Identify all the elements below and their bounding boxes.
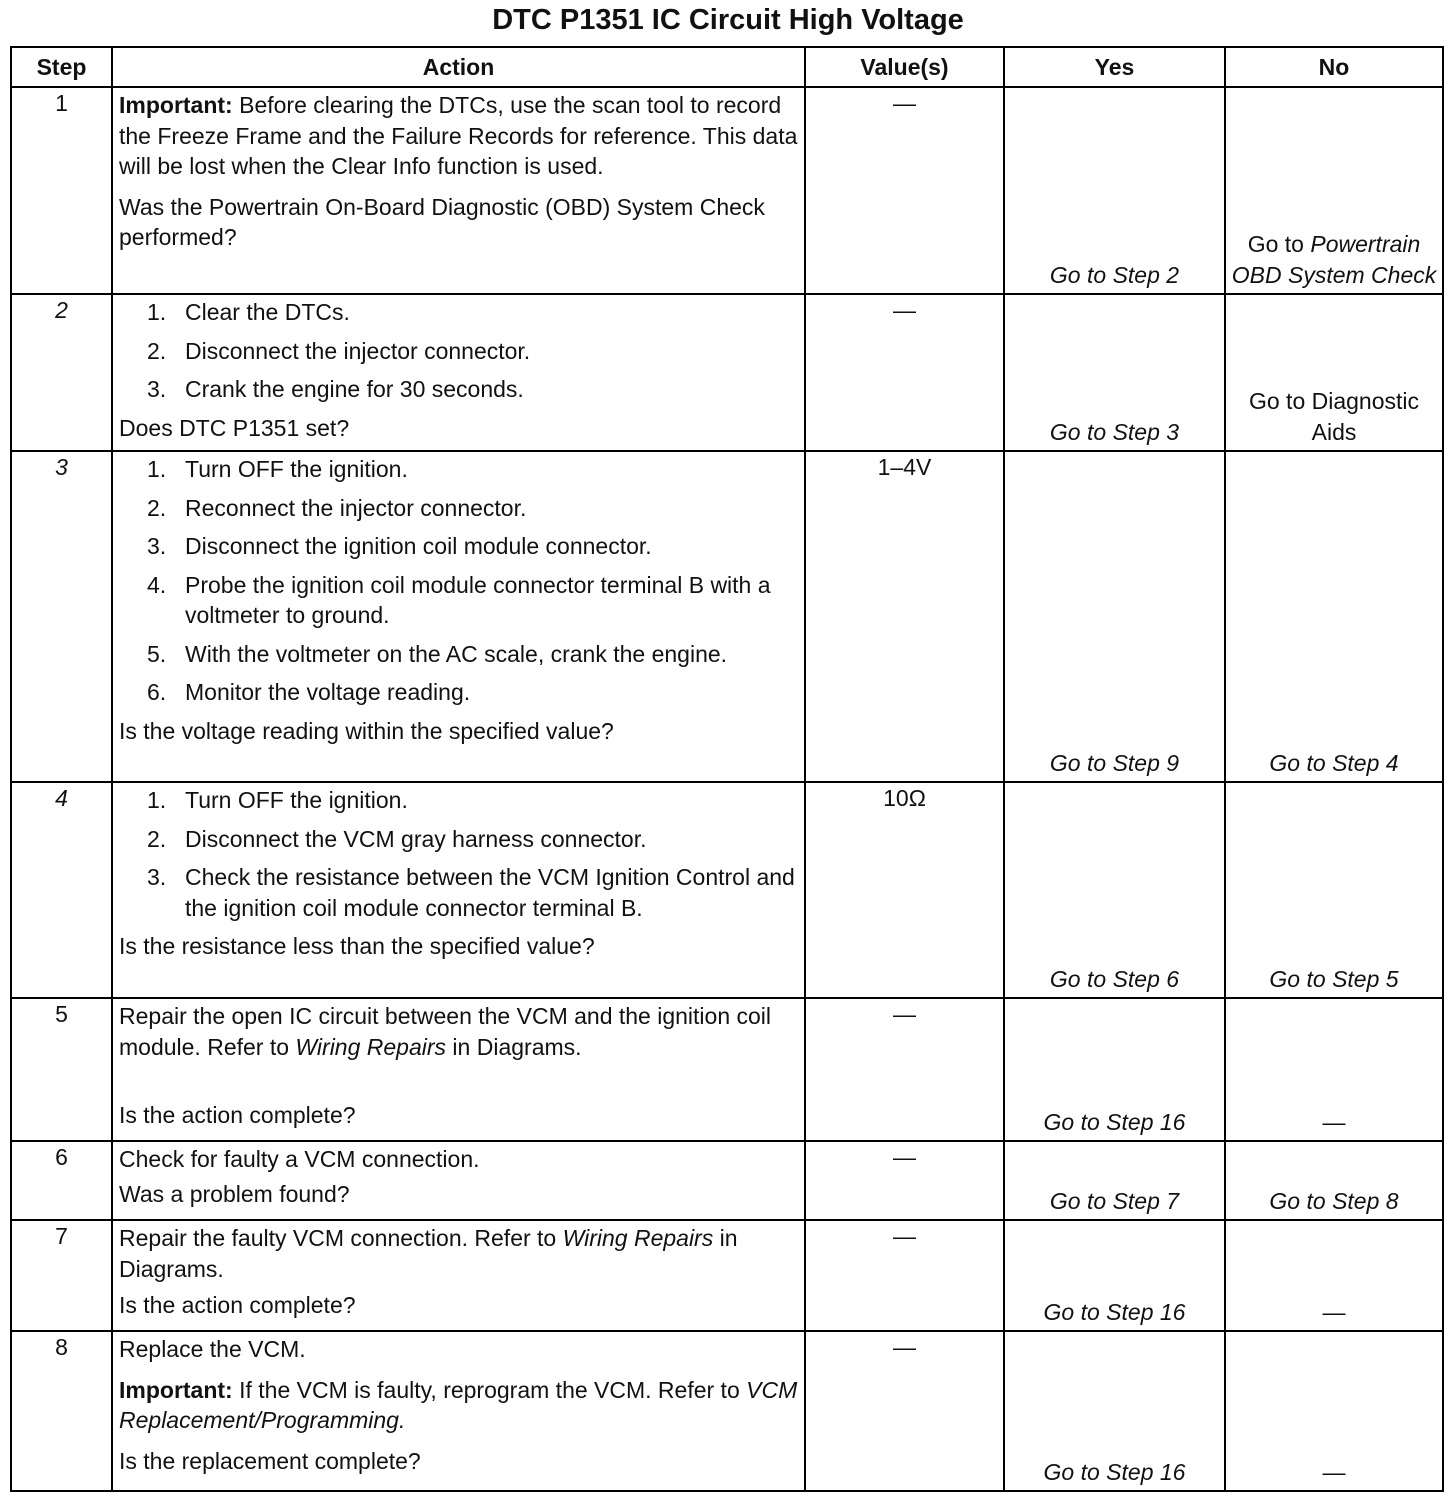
action-text: Check for faulty a VCM connection. bbox=[119, 1146, 480, 1172]
yes-cell: Go to Step 6 bbox=[1004, 782, 1225, 998]
list-item: 4. Probe the ignition coil module connector terminal B with a voltmeter to ground. bbox=[147, 571, 771, 628]
action-text: Repair the faulty VCM connection. Refer to Wiring Repairs in Diagrams. bbox=[119, 1225, 738, 1282]
table-row bbox=[11, 1141, 1443, 1220]
yes-cell: Go to Step 7 bbox=[1004, 1141, 1225, 1220]
table-header-row bbox=[11, 47, 1443, 87]
value-cell: 10Ω bbox=[805, 782, 1004, 998]
important-note: Important: If the VCM is faulty, reprogram the VCM. Refer to VCM Replacement/Programming. bbox=[119, 1376, 798, 1433]
action-cell bbox=[112, 1220, 805, 1331]
step-number: 4 bbox=[11, 782, 112, 998]
header-no: No bbox=[1225, 47, 1443, 87]
list-item: 6. Monitor the voltage reading. bbox=[147, 679, 471, 705]
question: Was the Powertrain On-Board Diagnostic (OBD) System Check performed? bbox=[119, 193, 765, 250]
list-item: 5. With the voltmeter on the AC scale, crank the engine. bbox=[147, 640, 728, 667]
action-cell bbox=[112, 998, 805, 1141]
important-label: Important: bbox=[119, 1376, 233, 1403]
table-row bbox=[11, 998, 1443, 1141]
yes-cell: Go to Step 16 bbox=[1004, 1220, 1225, 1331]
value-cell: 1–4V bbox=[805, 451, 1004, 782]
question: Was a problem found? bbox=[119, 1180, 350, 1207]
important-label: Important: bbox=[119, 92, 233, 118]
list-item: 2. Disconnect the injector connector. bbox=[147, 337, 531, 364]
step-number: 5 bbox=[11, 998, 112, 1141]
table-row bbox=[11, 1220, 1443, 1331]
header-step: Step bbox=[11, 47, 112, 87]
table-row bbox=[11, 1331, 1443, 1491]
value-cell: — bbox=[805, 998, 1004, 1141]
action-cell bbox=[112, 294, 805, 451]
no-cell bbox=[1225, 87, 1443, 294]
list-item: 2. Disconnect the VCM gray harness connector. bbox=[147, 825, 647, 852]
table-row bbox=[11, 782, 1443, 998]
value-cell: — bbox=[805, 1331, 1004, 1491]
no-cell: Go to Step 5 bbox=[1225, 782, 1443, 998]
step-number: 7 bbox=[11, 1220, 112, 1331]
list-item: 1. Turn OFF the ignition. bbox=[147, 456, 408, 482]
action-list bbox=[119, 785, 798, 923]
header-action: Action bbox=[112, 47, 805, 87]
action-cell bbox=[112, 1331, 805, 1491]
no-cell: Go to Step 4 bbox=[1225, 451, 1443, 782]
page-title: DTC P1351 IC Circuit High Voltage bbox=[492, 4, 964, 36]
step-number: 1 bbox=[11, 87, 112, 294]
no-cell: — bbox=[1225, 1220, 1443, 1331]
value-cell: — bbox=[805, 87, 1004, 294]
question: Is the resistance less than the specified value? bbox=[119, 933, 595, 959]
action-list bbox=[119, 297, 798, 405]
step-number: 6 bbox=[11, 1141, 112, 1220]
important-text: Before clearing the DTCs, use the scan tool to record the Freeze Frame and the Failure Records for reference. This data will be lost when the Clear Info function is used. bbox=[119, 92, 798, 179]
value-cell: — bbox=[805, 294, 1004, 451]
yes-cell: Go to Step 16 bbox=[1004, 1331, 1225, 1491]
question: Is the action complete? bbox=[119, 1102, 356, 1128]
question: Is the replacement complete? bbox=[119, 1447, 421, 1474]
header-yes: Yes bbox=[1004, 47, 1225, 87]
action-text: Repair the open IC circuit between the VCM and the ignition coil module. Refer to Wiring Repairs in Diagrams. bbox=[119, 1003, 772, 1060]
question: Is the voltage reading within the specified value? bbox=[119, 717, 614, 744]
action-list bbox=[119, 454, 798, 708]
table-row bbox=[11, 294, 1443, 451]
action-cell bbox=[112, 87, 805, 294]
question: Does DTC P1351 set? bbox=[119, 414, 350, 441]
list-item: 3. Crank the engine for 30 seconds. bbox=[147, 376, 524, 402]
question: Is the action complete? bbox=[119, 1292, 356, 1318]
action-text: Replace the VCM. bbox=[119, 1336, 306, 1362]
table-row bbox=[11, 87, 1443, 294]
action-cell bbox=[112, 1141, 805, 1220]
step-number: 8 bbox=[11, 1331, 112, 1491]
no-link: Powertrain OBD System Check bbox=[1231, 231, 1437, 288]
header-values: Value(s) bbox=[805, 47, 1004, 87]
no-prefix: Go to bbox=[1247, 231, 1311, 257]
step-number: 3 bbox=[11, 451, 112, 782]
list-item: 3. Check the resistance between the VCM Ignition Control and the ignition coil module connector terminal B. bbox=[147, 864, 795, 921]
yes-cell: Go to Step 16 bbox=[1004, 998, 1225, 1141]
important-note bbox=[119, 90, 798, 182]
list-item: 2. Reconnect the injector connector. bbox=[147, 494, 527, 521]
yes-cell: Go to Step 3 bbox=[1004, 294, 1225, 451]
yes-cell: Go to Step 2 bbox=[1004, 87, 1225, 294]
yes-cell: Go to Step 9 bbox=[1004, 451, 1225, 782]
no-cell: Go to Diagnostic Aids bbox=[1225, 294, 1443, 451]
no-cell: — bbox=[1225, 998, 1443, 1141]
diagnostic-table bbox=[10, 46, 1444, 1492]
list-item: 1. Clear the DTCs. bbox=[147, 299, 350, 325]
no-cell: — bbox=[1225, 1331, 1443, 1491]
action-cell bbox=[112, 782, 805, 998]
list-item: 3. Disconnect the ignition coil module connector. bbox=[147, 533, 652, 559]
value-cell: — bbox=[805, 1220, 1004, 1331]
list-item: 1. Turn OFF the ignition. bbox=[147, 787, 408, 813]
action-cell bbox=[112, 451, 805, 782]
value-cell: — bbox=[805, 1141, 1004, 1220]
no-cell: Go to Step 8 bbox=[1225, 1141, 1443, 1220]
table-row bbox=[11, 451, 1443, 782]
step-number: 2 bbox=[11, 294, 112, 451]
